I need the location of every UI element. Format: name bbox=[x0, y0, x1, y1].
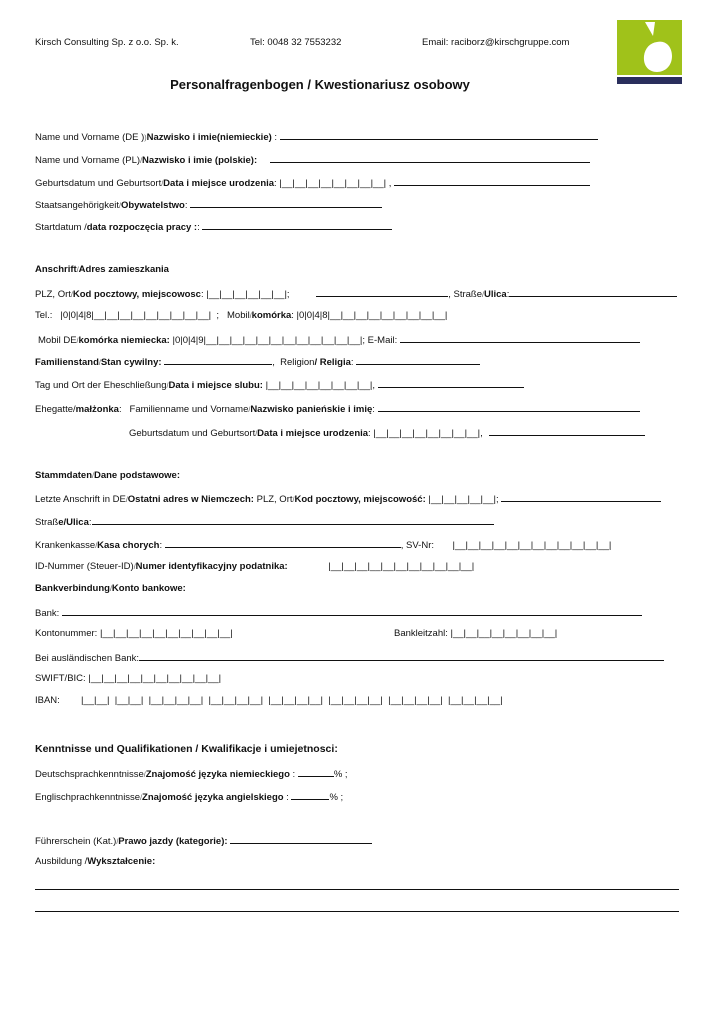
field-health-insurance: Krankenkasse/Kasa chorych: , SV-Nr: |__|__|__|__|__|__|__|__|__|__|__|__| bbox=[35, 540, 612, 551]
plz-boxes[interactable]: |__|__|__|__|__|__|; bbox=[206, 289, 290, 300]
field-foreign-bank: Bei ausländischen Bank: bbox=[35, 651, 664, 665]
iban-boxes[interactable]: |__|__| |__|__| |__|__|__|__| |__|__|__|__| |__|__|__|__| |__|__|__|__| |__|__|__|__| |__|__|__|__| bbox=[80, 695, 503, 706]
page-title: Personalfragenbogen / Kwestionariusz osobowy bbox=[170, 77, 470, 92]
field-mobil-de: Mobil DE/komórka niemiecka: |0|0|4|9|__|__|__|__|__|__|__|__|__|__|__|__|; E-Mail: bbox=[38, 333, 640, 348]
company-name: Kirsch Consulting Sp. z o.o. Sp. k. bbox=[35, 37, 179, 48]
account-number-boxes[interactable]: |__|__|__|__|__|__|__|__|__|__| bbox=[99, 628, 233, 639]
company-email: Email: raciborz@kirschgruppe.com bbox=[422, 37, 570, 48]
last-street-input[interactable] bbox=[92, 515, 494, 525]
sv-number-boxes[interactable]: |__|__|__|__|__|__|__|__|__|__|__|__| bbox=[452, 540, 612, 551]
street-input[interactable] bbox=[509, 287, 677, 297]
field-english-skills: Englischprachkenntnisse/Znajomość języka angielskiego : % ; bbox=[35, 792, 344, 803]
company-phone: Tel: 0048 32 7553232 bbox=[250, 37, 342, 48]
field-bank: Bank: bbox=[35, 606, 642, 620]
german-skills-input[interactable] bbox=[298, 767, 334, 777]
last-plz-boxes[interactable]: |__|__|__|__|__|; bbox=[428, 494, 499, 505]
bank-code-boxes[interactable]: |__|__|__|__|__|__|__|__| bbox=[450, 628, 558, 639]
field-birth: Geburtsdatum und Geburtsort/Data i miejsce urodzenia: |__|__|__|__|__|__|__|__| , bbox=[35, 176, 590, 191]
last-city-input[interactable] bbox=[501, 492, 661, 502]
field-name-de: Name und Vorname (DE ))Nazwisko i imie(niemieckie) : bbox=[35, 130, 598, 145]
field-account-number: Kontonummer: |__|__|__|__|__|__|__|__|__|__| bbox=[35, 628, 233, 639]
field-last-address: Letzte Anschrift in DE/Ostatni adres w Niemczech: PLZ, Ort/Kod pocztowy, miejscowość: |__|__|__|__|__|; bbox=[35, 492, 661, 507]
field-bank-code: Bankleitzahl: |__|__|__|__|__|__|__|__| bbox=[394, 628, 558, 639]
email-input[interactable] bbox=[400, 333, 640, 343]
foreign-bank-input[interactable] bbox=[139, 651, 664, 661]
start-date-input[interactable] bbox=[202, 220, 392, 230]
education-line-2[interactable] bbox=[35, 911, 679, 912]
mobil-de-boxes[interactable]: |0|0|4|9|__|__|__|__|__|__|__|__|__|__|__|__| bbox=[172, 335, 363, 346]
name-pl-input[interactable] bbox=[270, 153, 590, 163]
tax-id-boxes[interactable]: |__|__|__|__|__|__|__|__|__|__|__| bbox=[328, 561, 475, 572]
spouse-birth-place-input[interactable] bbox=[489, 426, 645, 436]
field-tel: Tel.: |0|0|4|8|__|__|__|__|__|__|__|__|__| ; Mobil/komórka: |0|0|4|8|__|__|__|__|__|__|__|__|__| bbox=[35, 310, 448, 321]
marriage-place-input[interactable] bbox=[378, 378, 524, 388]
citizenship-input[interactable] bbox=[190, 198, 382, 208]
section-base-heading: Stammdaten/Dane podstawowe: bbox=[35, 470, 181, 481]
english-skills-input[interactable] bbox=[291, 790, 329, 800]
swift-boxes[interactable]: |__|__|__|__|__|__|__|__|__|__| bbox=[88, 673, 222, 684]
marriage-date-boxes[interactable]: |__|__|__|__|__|__|__|__|, bbox=[265, 380, 375, 391]
tel-boxes[interactable]: |0|0|4|8|__|__|__|__|__|__|__|__|__| bbox=[60, 310, 212, 321]
field-driving-license: Führerschein (Kat.)/Prawo jazdy (kategorie): bbox=[35, 834, 372, 849]
birth-date-boxes[interactable]: |__|__|__|__|__|__|__|__| bbox=[279, 178, 387, 189]
bank-input[interactable] bbox=[62, 606, 642, 616]
education-line-1[interactable] bbox=[35, 889, 679, 890]
field-citizenship: Staatsangehörigkeit/Obywatelstwo: bbox=[35, 198, 382, 213]
field-last-street: Straße/Ulica: bbox=[35, 515, 494, 529]
name-de-input[interactable] bbox=[280, 130, 598, 140]
field-start-date: Startdatum /data rozpoczęcia pracy :: bbox=[35, 220, 392, 234]
section-bank-heading: Bankverbindung/Konto bankowe: bbox=[35, 583, 186, 594]
health-insurance-input[interactable] bbox=[165, 538, 401, 548]
field-iban: IBAN: |__|__| |__|__| |__|__|__|__| |__|__|__|__| |__|__|__|__| |__|__|__|__| |__|__|__|__| |__|__|__|__| bbox=[35, 695, 503, 706]
mobil-boxes[interactable]: |0|0|4|8|__|__|__|__|__|__|__|__|__| bbox=[296, 310, 448, 321]
driving-license-input[interactable] bbox=[230, 834, 372, 844]
birth-place-input[interactable] bbox=[394, 176, 590, 186]
field-spouse: Ehegatte/małżonka: Familienname und Vorname/Nazwisko panieńskie i imię: bbox=[35, 402, 640, 417]
spouse-birth-date-boxes[interactable]: |__|__|__|__|__|__|__|__|, bbox=[373, 428, 483, 439]
field-family-status: Familienstand/Stan cywilny: , Religion/ Religia: bbox=[35, 355, 480, 370]
spouse-name-input[interactable] bbox=[378, 402, 640, 412]
field-plz: PLZ, Ort/Kod pocztowy, miejscowosc: |__|__|__|__|__|__|; , Straße/Ulica: bbox=[35, 287, 677, 302]
section-address-heading: Anschrift/Adres zamieszkania bbox=[35, 264, 169, 275]
family-status-input[interactable] bbox=[164, 355, 272, 365]
field-name-pl: Name und Vorname (PL)/Nazwisko i imie (polskie): bbox=[35, 153, 590, 168]
field-tax-id: ID-Nummer (Steuer-ID)/Numer identyfikacyjny podatnika: |__|__|__|__|__|__|__|__|__|__|__| bbox=[35, 561, 475, 572]
city-input[interactable] bbox=[316, 287, 448, 297]
field-marriage: Tag und Ort der Eheschließung/Data i miejsce slubu: |__|__|__|__|__|__|__|__|, bbox=[35, 378, 524, 393]
section-skills-heading: Kenntnisse und Qualifikationen / Kwalifikacje i umiejetnosci: bbox=[35, 743, 338, 755]
religion-input[interactable] bbox=[356, 355, 480, 365]
field-spouse-birth: Geburtsdatum und Geburtsort/Data i miejsce urodzenia: |__|__|__|__|__|__|__|__|, bbox=[129, 426, 645, 441]
field-education: Ausbildung /Wykształcenie: bbox=[35, 856, 156, 867]
field-swift: SWIFT/BIC: |__|__|__|__|__|__|__|__|__|__| bbox=[35, 673, 222, 684]
field-german-skills: Deutschsprachkenntnisse/Znajomość języka niemieckiego : % ; bbox=[35, 769, 348, 780]
